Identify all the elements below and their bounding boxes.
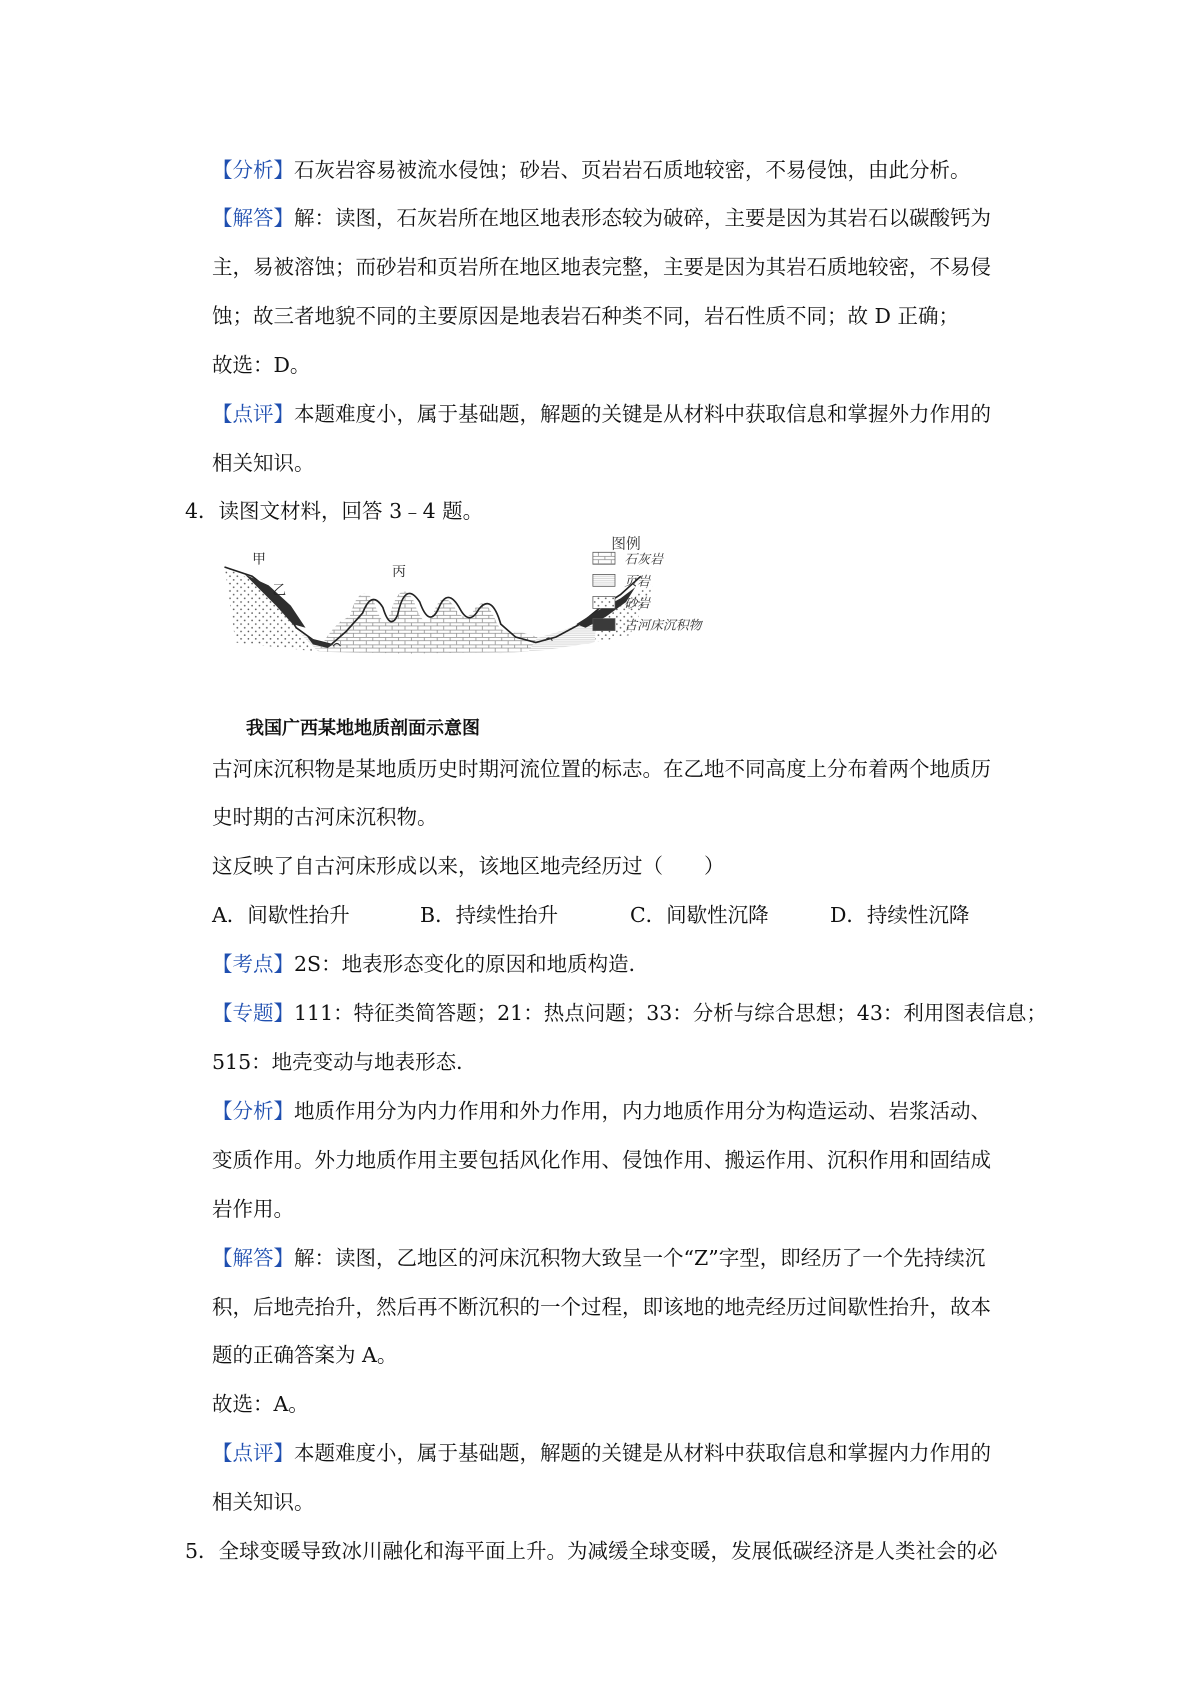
comment-tag: 【点评】 [212, 402, 294, 426]
question-number: 5． [185, 1539, 219, 1563]
q4-comment-line-1 [212, 1439, 991, 1467]
legend-swatch-shale [593, 574, 615, 586]
option-d[interactable]: D．持续性沉降 [830, 903, 970, 927]
q4-answer-line-3: 题的正确答案为 A。 [212, 1343, 398, 1367]
q4-comment-line-2: 相关知识。 [212, 1490, 315, 1514]
q3-comment-line-1 [212, 400, 991, 428]
legend-swatch-limestone [593, 552, 615, 564]
answer-tag: 【解答】 [212, 1246, 294, 1270]
legend [593, 536, 704, 634]
q3-comment-line-2: 相关知识。 [212, 451, 315, 475]
q5-stem [185, 1537, 998, 1565]
q4-analysis-line-2: 变质作用。外力地质作用主要包括风化作用、侵蚀作用、搬运作用、沉积作用和固结成 [212, 1148, 991, 1172]
kaodian-tag: 【考点】 [212, 952, 294, 976]
comment-text: 本题难度小，属于基础题，解题的关键是从材料中获取信息和掌握外力作用的 [294, 402, 991, 426]
q4-question: 这反映了自古河床形成以来，该地区地壳经历过（ ） [212, 854, 725, 878]
analysis-text: 地质作用分为内力作用和外力作用，内力地质作用分为构造运动、岩浆活动、 [294, 1099, 991, 1123]
q4-zhuanti-line-1 [212, 999, 1047, 1027]
q4-stem [185, 497, 483, 525]
legend-shale: 页岩 [624, 574, 650, 590]
figure-caption: 我国广西某地地质剖面示意图 [246, 718, 480, 739]
q4-analysis-line-1 [212, 1097, 991, 1125]
q4-answer-choice: 故选：A。 [212, 1392, 309, 1416]
analysis-tag: 【分析】 [212, 1099, 294, 1123]
q4-material-line-2: 史时期的古河床沉积物。 [212, 805, 438, 829]
q3-analysis [212, 156, 971, 184]
answer-tag: 【解答】 [212, 206, 294, 230]
q3-answer-line-1 [212, 204, 991, 232]
answer-text: 解：读图，乙地区的河床沉积物大致呈一个“Z”字型，即经历了一个先持续沉 [294, 1246, 986, 1270]
q3-answer-choice: 故选：D。 [212, 353, 311, 377]
q4-material-line-1: 古河床沉积物是某地质历史时期河流位置的标志。在乙地不同高度上分布着两个地质历 [212, 757, 991, 781]
geologic-section-figure [200, 532, 820, 742]
analysis-text: 石灰岩容易被流水侵蚀；砂岩、页岩岩石质地较密，不易侵蚀，由此分析。 [294, 158, 971, 182]
q4-kaodian [212, 950, 649, 978]
q4-answer-line-1 [212, 1244, 985, 1272]
question-number: 4． [185, 499, 219, 523]
q3-answer-line-3: 蚀；故三者地貌不同的主要原因是地表岩石种类不同，岩石性质不同；故 D 正确； [212, 304, 959, 328]
legend-swatch-riverbed [593, 619, 615, 631]
q4-analysis-line-3: 岩作用。 [212, 1197, 294, 1221]
label-yi: 乙 [272, 582, 287, 599]
option-b[interactable]: B．持续性抬升 [420, 903, 559, 927]
comment-text: 本题难度小，属于基础题，解题的关键是从材料中获取信息和掌握内力作用的 [294, 1441, 991, 1465]
zhuanti-tag: 【专题】 [212, 1001, 294, 1025]
option-c[interactable]: C．间歇性沉降 [630, 903, 769, 927]
analysis-tag: 【分析】 [212, 158, 294, 182]
question-stem: 全球变暖导致冰川融化和海平面上升。为减缓全球变暖，发展低碳经济是人类社会的必 [218, 1539, 998, 1563]
label-jia: 甲 [252, 551, 266, 568]
label-bing: 丙 [392, 564, 406, 581]
q4-zhuanti-line-2: 515：地壳变动与地表形态． [212, 1050, 477, 1074]
legend-sandstone: 砂岩 [624, 596, 650, 612]
legend-title: 图例 [611, 535, 641, 553]
legend-riverbed: 古河床沉积物 [624, 618, 702, 634]
q3-answer-line-2: 主，易被溶蚀；而砂岩和页岩所在地区地表完整，主要是因为其岩石质地较密，不易侵 [212, 255, 991, 279]
option-a[interactable]: A．间歇性抬升 [212, 903, 350, 927]
legend-swatch-sandstone [593, 596, 615, 608]
answer-text: 解：读图，石灰岩所在地区地表形态较为破碎，主要是因为其岩石以碳酸钙为 [294, 206, 991, 230]
zhuanti-text: 111：特征类简答题；21：热点问题；33：分析与综合思想；43：利用图表信息； [294, 1001, 1047, 1025]
q4-options [212, 901, 969, 929]
question-stem: 读图文材料，回答 3﹣4 题。 [218, 499, 484, 523]
kaodian-text: 2S：地表形态变化的原因和地质构造． [294, 952, 650, 976]
q4-answer-line-2: 积，后地壳抬升，然后再不断沉积的一个过程，即该地的地壳经历过间歇性抬升，故本 [212, 1295, 991, 1319]
comment-tag: 【点评】 [212, 1441, 294, 1465]
legend-limestone: 石灰岩 [624, 552, 663, 568]
